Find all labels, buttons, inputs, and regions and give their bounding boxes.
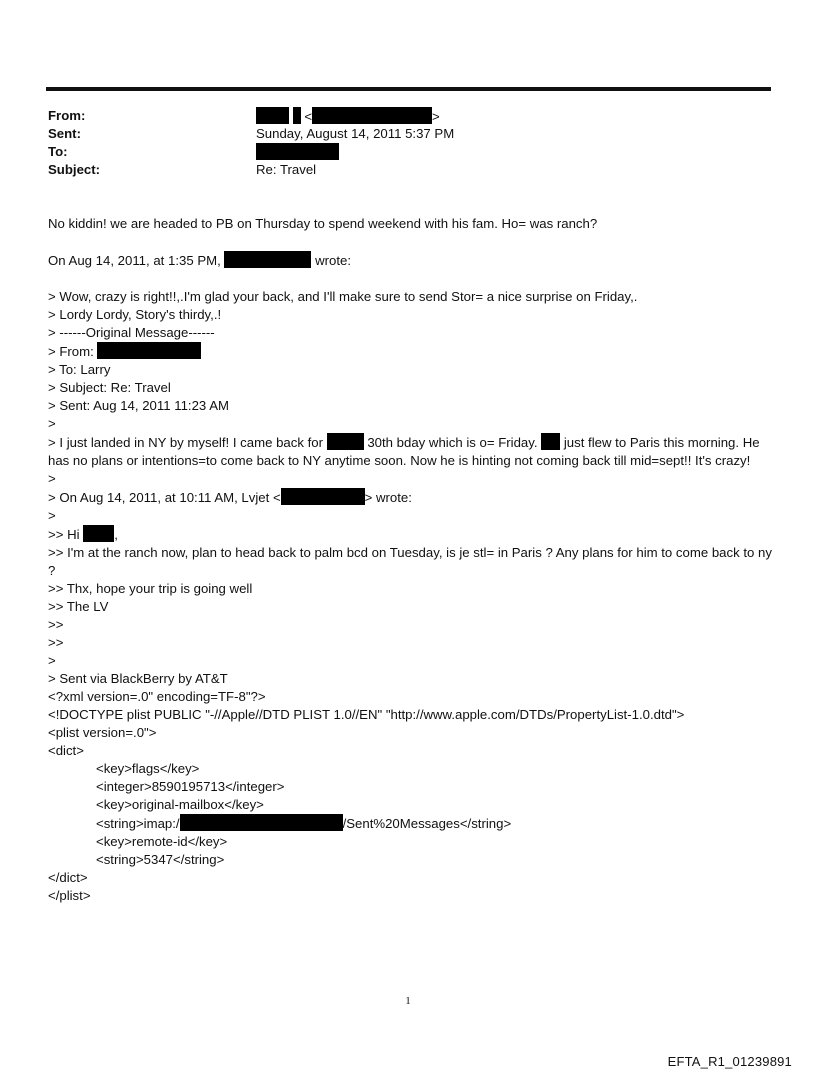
- quoted-line: >: [48, 508, 56, 523]
- quoted-from-line: > From:: [48, 342, 778, 361]
- quoted-line: >: [48, 416, 56, 431]
- xml-line: <plist version=.0">: [48, 725, 157, 740]
- header-divider: [46, 87, 771, 91]
- quoted-line: > Sent: Aug 14, 2011 11:23 AM: [48, 398, 229, 413]
- from-bracket-open: <: [304, 109, 313, 124]
- redaction: [83, 525, 114, 542]
- quoted-line: > To: Larry: [48, 362, 111, 377]
- reply-text: No kiddin! we are headed to PB on Thursday to spend weekend with his fam. Ho= was ranch?: [48, 216, 598, 231]
- from-row: [48, 107, 768, 125]
- quoted-line: > Wow, crazy is right!!,.I'm glad your back, and I'll make sure to send Stor= a nice surprise on Friday,.: [48, 289, 638, 304]
- xml-line: </plist>: [48, 888, 91, 903]
- quoted-paragraph: >> I'm at the ranch now, plan to head back to palm bcd on Tuesday, is je stl= in Paris ? Any plans for him to come back to ny ?: [48, 545, 772, 578]
- redaction: [327, 433, 364, 450]
- quoted-line: > ------Original Message------: [48, 325, 215, 340]
- email-header: [48, 107, 768, 179]
- to-label: To:: [48, 144, 68, 159]
- redaction: [312, 107, 432, 124]
- quoted-paragraph: > I just landed in NY by myself! I came back for 30th bday which is o= Friday. just flew to Paris this morning. He has no plans or intentions=to come back to NY anytime soon. Now he is hinting not coming back till mid=sept!! It's crazy!: [48, 435, 760, 468]
- quoted-line: >>: [48, 635, 64, 650]
- xml-line: <key>flags</key>: [96, 761, 200, 776]
- from-label: From:: [48, 108, 86, 123]
- quoted-line: >> Thx, hope your trip is going well: [48, 581, 253, 596]
- quoted-line: > On Aug 14, 2011, at 10:11 AM, Lvjet < > wrote:: [48, 490, 412, 505]
- sent-label: Sent:: [48, 126, 81, 141]
- quoted-line: >: [48, 471, 56, 486]
- xml-line: <key>original-mailbox</key>: [96, 797, 264, 812]
- quoted-line: >> Hi ,: [48, 527, 118, 542]
- quoted-line: >> The LV: [48, 599, 109, 614]
- redaction: [97, 342, 201, 359]
- from-value: [256, 107, 440, 126]
- to-row: [48, 143, 768, 161]
- from-bracket-close: >: [432, 109, 440, 124]
- quoted-line: > Lordy Lordy, Story's thirdy,.!: [48, 307, 222, 322]
- redaction: [281, 488, 365, 505]
- xml-line: <integer>8590195713</integer>: [96, 779, 285, 794]
- redaction: [541, 433, 560, 450]
- quoted-line: > Subject: Re: Travel: [48, 380, 171, 395]
- xml-line: <string>5347</string>: [96, 852, 225, 867]
- xml-line: <string>imap:/ /Sent%20Messages</string>: [96, 816, 512, 831]
- quoted-line: >>: [48, 617, 64, 632]
- sent-row: [48, 125, 768, 143]
- redaction: [224, 251, 311, 268]
- xml-line: <!DOCTYPE plist PUBLIC "-//Apple//DTD PLIST 1.0//EN" "http://www.apple.com/DTDs/PropertyList-1.0.dtd">: [48, 707, 685, 722]
- page-number: 1: [405, 995, 411, 1007]
- to-value: [256, 143, 339, 162]
- quoted-line: > Sent via BlackBerry by AT&T: [48, 671, 228, 686]
- redaction: [293, 107, 301, 124]
- xml-line: <dict>: [48, 743, 84, 758]
- subject-row: [48, 161, 768, 179]
- xml-line: </dict>: [48, 870, 88, 885]
- xml-line: <?xml version=.0" encoding=TF-8"?>: [48, 689, 266, 704]
- redaction: [256, 107, 289, 124]
- email-body: [48, 215, 778, 905]
- sent-value: Sunday, August 14, 2011 5:37 PM: [256, 126, 455, 141]
- subject-value: Re: Travel: [256, 162, 317, 177]
- attribution-line: On Aug 14, 2011, at 1:35 PM, wrote:: [48, 253, 352, 268]
- document-id: EFTA_R1_01239891: [667, 1054, 792, 1069]
- quoted-line: >: [48, 653, 56, 668]
- xml-line: <key>remote-id</key>: [96, 834, 228, 849]
- subject-label: Subject:: [48, 162, 101, 177]
- redaction: [256, 143, 339, 160]
- redaction: [180, 814, 343, 831]
